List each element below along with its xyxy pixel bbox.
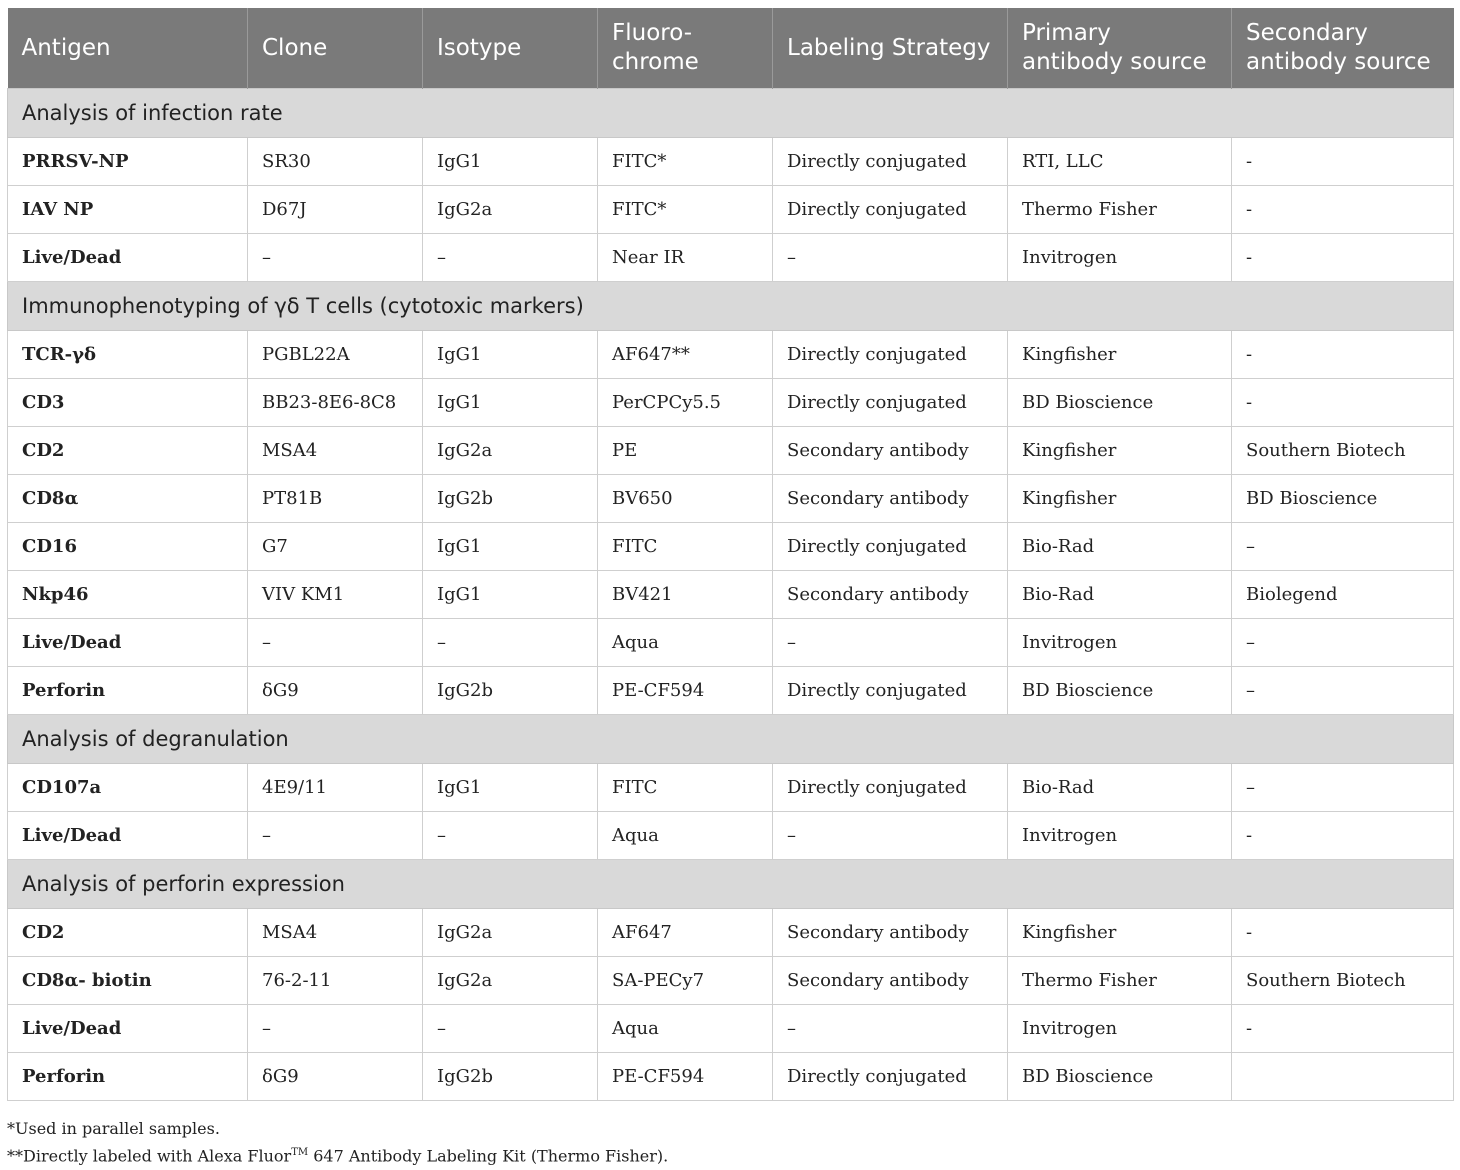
table-cell: Directly conjugated <box>773 1053 1008 1101</box>
table-cell: Bio-Rad <box>1008 523 1232 571</box>
table-cell: – <box>1232 667 1454 715</box>
table-cell: - <box>1232 1005 1454 1053</box>
table-cell: – <box>423 619 598 667</box>
table-cell: BD Bioscience <box>1008 379 1232 427</box>
table-cell: – <box>248 812 423 860</box>
table-cell: – <box>773 1005 1008 1053</box>
table-cell: MSA4 <box>248 427 423 475</box>
table-cell: Invitrogen <box>1008 234 1232 282</box>
table-cell: AF647 <box>598 909 773 957</box>
table-cell: – <box>423 234 598 282</box>
table-row <box>8 379 1454 427</box>
column-header: Clone <box>248 8 423 89</box>
table-row <box>8 234 1454 282</box>
table-cell: Invitrogen <box>1008 1005 1232 1053</box>
section-title: Immunophenotyping of γδ T cells (cytotoxic markers) <box>8 282 1454 331</box>
table-cell: IgG2a <box>423 909 598 957</box>
antigen-cell: CD2 <box>8 427 248 475</box>
table-cell: BD Bioscience <box>1232 475 1454 523</box>
table-cell: D67J <box>248 186 423 234</box>
section-row <box>8 715 1454 764</box>
table-cell: Directly conjugated <box>773 186 1008 234</box>
table-cell: PerCPCy5.5 <box>598 379 773 427</box>
table-cell: BD Bioscience <box>1008 667 1232 715</box>
table-cell: - <box>1232 138 1454 186</box>
table-cell: Secondary antibody <box>773 571 1008 619</box>
antigen-cell: CD2 <box>8 909 248 957</box>
table-cell: – <box>1232 764 1454 812</box>
table-cell: IgG2a <box>423 957 598 1005</box>
table-cell: Biolegend <box>1232 571 1454 619</box>
table-cell: – <box>248 619 423 667</box>
table-cell: – <box>1232 619 1454 667</box>
table-cell: IgG2b <box>423 667 598 715</box>
section-row <box>8 282 1454 331</box>
table-row <box>8 764 1454 812</box>
section-row <box>8 89 1454 138</box>
footnote-2: **Directly labeled with Alexa Fluor™ 647 Antibody Labeling Kit (Thermo Fisher). <box>7 1146 669 1166</box>
antigen-cell: IAV NP <box>8 186 248 234</box>
table-cell: Directly conjugated <box>773 667 1008 715</box>
table-cell: IgG2a <box>423 427 598 475</box>
table-header <box>8 8 1454 89</box>
table-cell: SR30 <box>248 138 423 186</box>
table-cell: IgG1 <box>423 523 598 571</box>
table-body <box>8 89 1454 1101</box>
table-cell: – <box>423 812 598 860</box>
table-cell: MSA4 <box>248 909 423 957</box>
table-cell: Secondary antibody <box>773 475 1008 523</box>
table-cell: BV421 <box>598 571 773 619</box>
table-cell: Secondary antibody <box>773 909 1008 957</box>
table-cell: PGBL22A <box>248 331 423 379</box>
antigen-cell: Live/Dead <box>8 234 248 282</box>
antigen-cell: CD107a <box>8 764 248 812</box>
antigen-cell: CD16 <box>8 523 248 571</box>
table-cell: Aqua <box>598 812 773 860</box>
table-cell: Aqua <box>598 1005 773 1053</box>
table-row <box>8 331 1454 379</box>
table-cell: Invitrogen <box>1008 619 1232 667</box>
section-row <box>8 860 1454 909</box>
table-cell: - <box>1232 379 1454 427</box>
table-cell: PE-CF594 <box>598 667 773 715</box>
table-cell: Near IR <box>598 234 773 282</box>
table-cell: IgG2a <box>423 186 598 234</box>
table-cell <box>1232 1053 1454 1101</box>
table-cell: – <box>248 234 423 282</box>
table-cell: – <box>423 1005 598 1053</box>
table-cell: RTI, LLC <box>1008 138 1232 186</box>
table-row <box>8 571 1454 619</box>
table-cell: IgG1 <box>423 331 598 379</box>
table-cell: IgG2b <box>423 475 598 523</box>
table-cell: Directly conjugated <box>773 379 1008 427</box>
table-cell: FITC* <box>598 186 773 234</box>
table-cell: Invitrogen <box>1008 812 1232 860</box>
antigen-cell: Perforin <box>8 667 248 715</box>
table-cell: Southern Biotech <box>1232 957 1454 1005</box>
table-cell: Directly conjugated <box>773 138 1008 186</box>
table-row <box>8 475 1454 523</box>
antigen-cell: Nkp46 <box>8 571 248 619</box>
table-cell: BD Bioscience <box>1008 1053 1232 1101</box>
table-row <box>8 186 1454 234</box>
column-header: Antigen <box>8 8 248 89</box>
table-cell: Directly conjugated <box>773 523 1008 571</box>
table-cell: Bio-Rad <box>1008 764 1232 812</box>
antigen-cell: Live/Dead <box>8 619 248 667</box>
table-cell: Southern Biotech <box>1232 427 1454 475</box>
table-cell: – <box>773 234 1008 282</box>
table-cell: IgG1 <box>423 138 598 186</box>
antibody-table <box>7 8 1454 1101</box>
table-cell: BV650 <box>598 475 773 523</box>
table-cell: PT81B <box>248 475 423 523</box>
table-cell: Bio-Rad <box>1008 571 1232 619</box>
table-cell: IgG1 <box>423 379 598 427</box>
column-header: Fluoro- chrome <box>598 8 773 89</box>
antigen-cell: CD3 <box>8 379 248 427</box>
table-cell: Directly conjugated <box>773 331 1008 379</box>
table-cell: AF647** <box>598 331 773 379</box>
antigen-cell: CD8α- biotin <box>8 957 248 1005</box>
table-row <box>8 138 1454 186</box>
table-cell: 4E9/11 <box>248 764 423 812</box>
column-header: Isotype <box>423 8 598 89</box>
table-cell: VIV KM1 <box>248 571 423 619</box>
antigen-cell: CD8α <box>8 475 248 523</box>
table-cell: BB23-8E6-8C8 <box>248 379 423 427</box>
table-cell: Thermo Fisher <box>1008 957 1232 1005</box>
table-cell: FITC* <box>598 138 773 186</box>
table-cell: G7 <box>248 523 423 571</box>
table-row <box>8 909 1454 957</box>
section-title: Analysis of infection rate <box>8 89 1454 138</box>
table-cell: Thermo Fisher <box>1008 186 1232 234</box>
table-row <box>8 812 1454 860</box>
antigen-cell: Live/Dead <box>8 1005 248 1053</box>
table-cell: - <box>1232 234 1454 282</box>
table-row <box>8 619 1454 667</box>
table-cell: FITC <box>598 523 773 571</box>
column-header: Labeling Strategy <box>773 8 1008 89</box>
table-cell: Kingfisher <box>1008 331 1232 379</box>
antigen-cell: Live/Dead <box>8 812 248 860</box>
table-cell: Kingfisher <box>1008 909 1232 957</box>
section-title: Analysis of perforin expression <box>8 860 1454 909</box>
table-row <box>8 523 1454 571</box>
table-cell: – <box>773 619 1008 667</box>
table-cell: 76-2-11 <box>248 957 423 1005</box>
table-cell: Secondary antibody <box>773 427 1008 475</box>
table-cell: δG9 <box>248 667 423 715</box>
footnotes <box>7 1117 668 1168</box>
table-cell: Aqua <box>598 619 773 667</box>
table-cell: IgG1 <box>423 764 598 812</box>
table-cell: δG9 <box>248 1053 423 1101</box>
table-cell: - <box>1232 331 1454 379</box>
column-header: Secondary antibody source <box>1232 8 1454 89</box>
table-container <box>7 8 1453 1101</box>
table-cell: SA-PECy7 <box>598 957 773 1005</box>
table-cell: IgG1 <box>423 571 598 619</box>
table-cell: FITC <box>598 764 773 812</box>
table-row <box>8 957 1454 1005</box>
table-cell: PE-CF594 <box>598 1053 773 1101</box>
antigen-cell: TCR-γδ <box>8 331 248 379</box>
table-cell: – <box>1232 523 1454 571</box>
table-row <box>8 427 1454 475</box>
table-cell: IgG2b <box>423 1053 598 1101</box>
table-cell: – <box>248 1005 423 1053</box>
table-row <box>8 1005 1454 1053</box>
table-cell: Kingfisher <box>1008 427 1232 475</box>
table-cell: – <box>773 812 1008 860</box>
table-cell: PE <box>598 427 773 475</box>
section-title: Analysis of degranulation <box>8 715 1454 764</box>
antigen-cell: PRRSV-NP <box>8 138 248 186</box>
table-cell: Kingfisher <box>1008 475 1232 523</box>
table-row <box>8 667 1454 715</box>
table-cell: Secondary antibody <box>773 957 1008 1005</box>
table-cell: - <box>1232 812 1454 860</box>
table-cell: - <box>1232 186 1454 234</box>
table-cell: - <box>1232 909 1454 957</box>
table-row <box>8 1053 1454 1101</box>
table-cell: Directly conjugated <box>773 764 1008 812</box>
antigen-cell: Perforin <box>8 1053 248 1101</box>
footnote-1: *Used in parallel samples. <box>7 1119 220 1138</box>
column-header: Primary antibody source <box>1008 8 1232 89</box>
